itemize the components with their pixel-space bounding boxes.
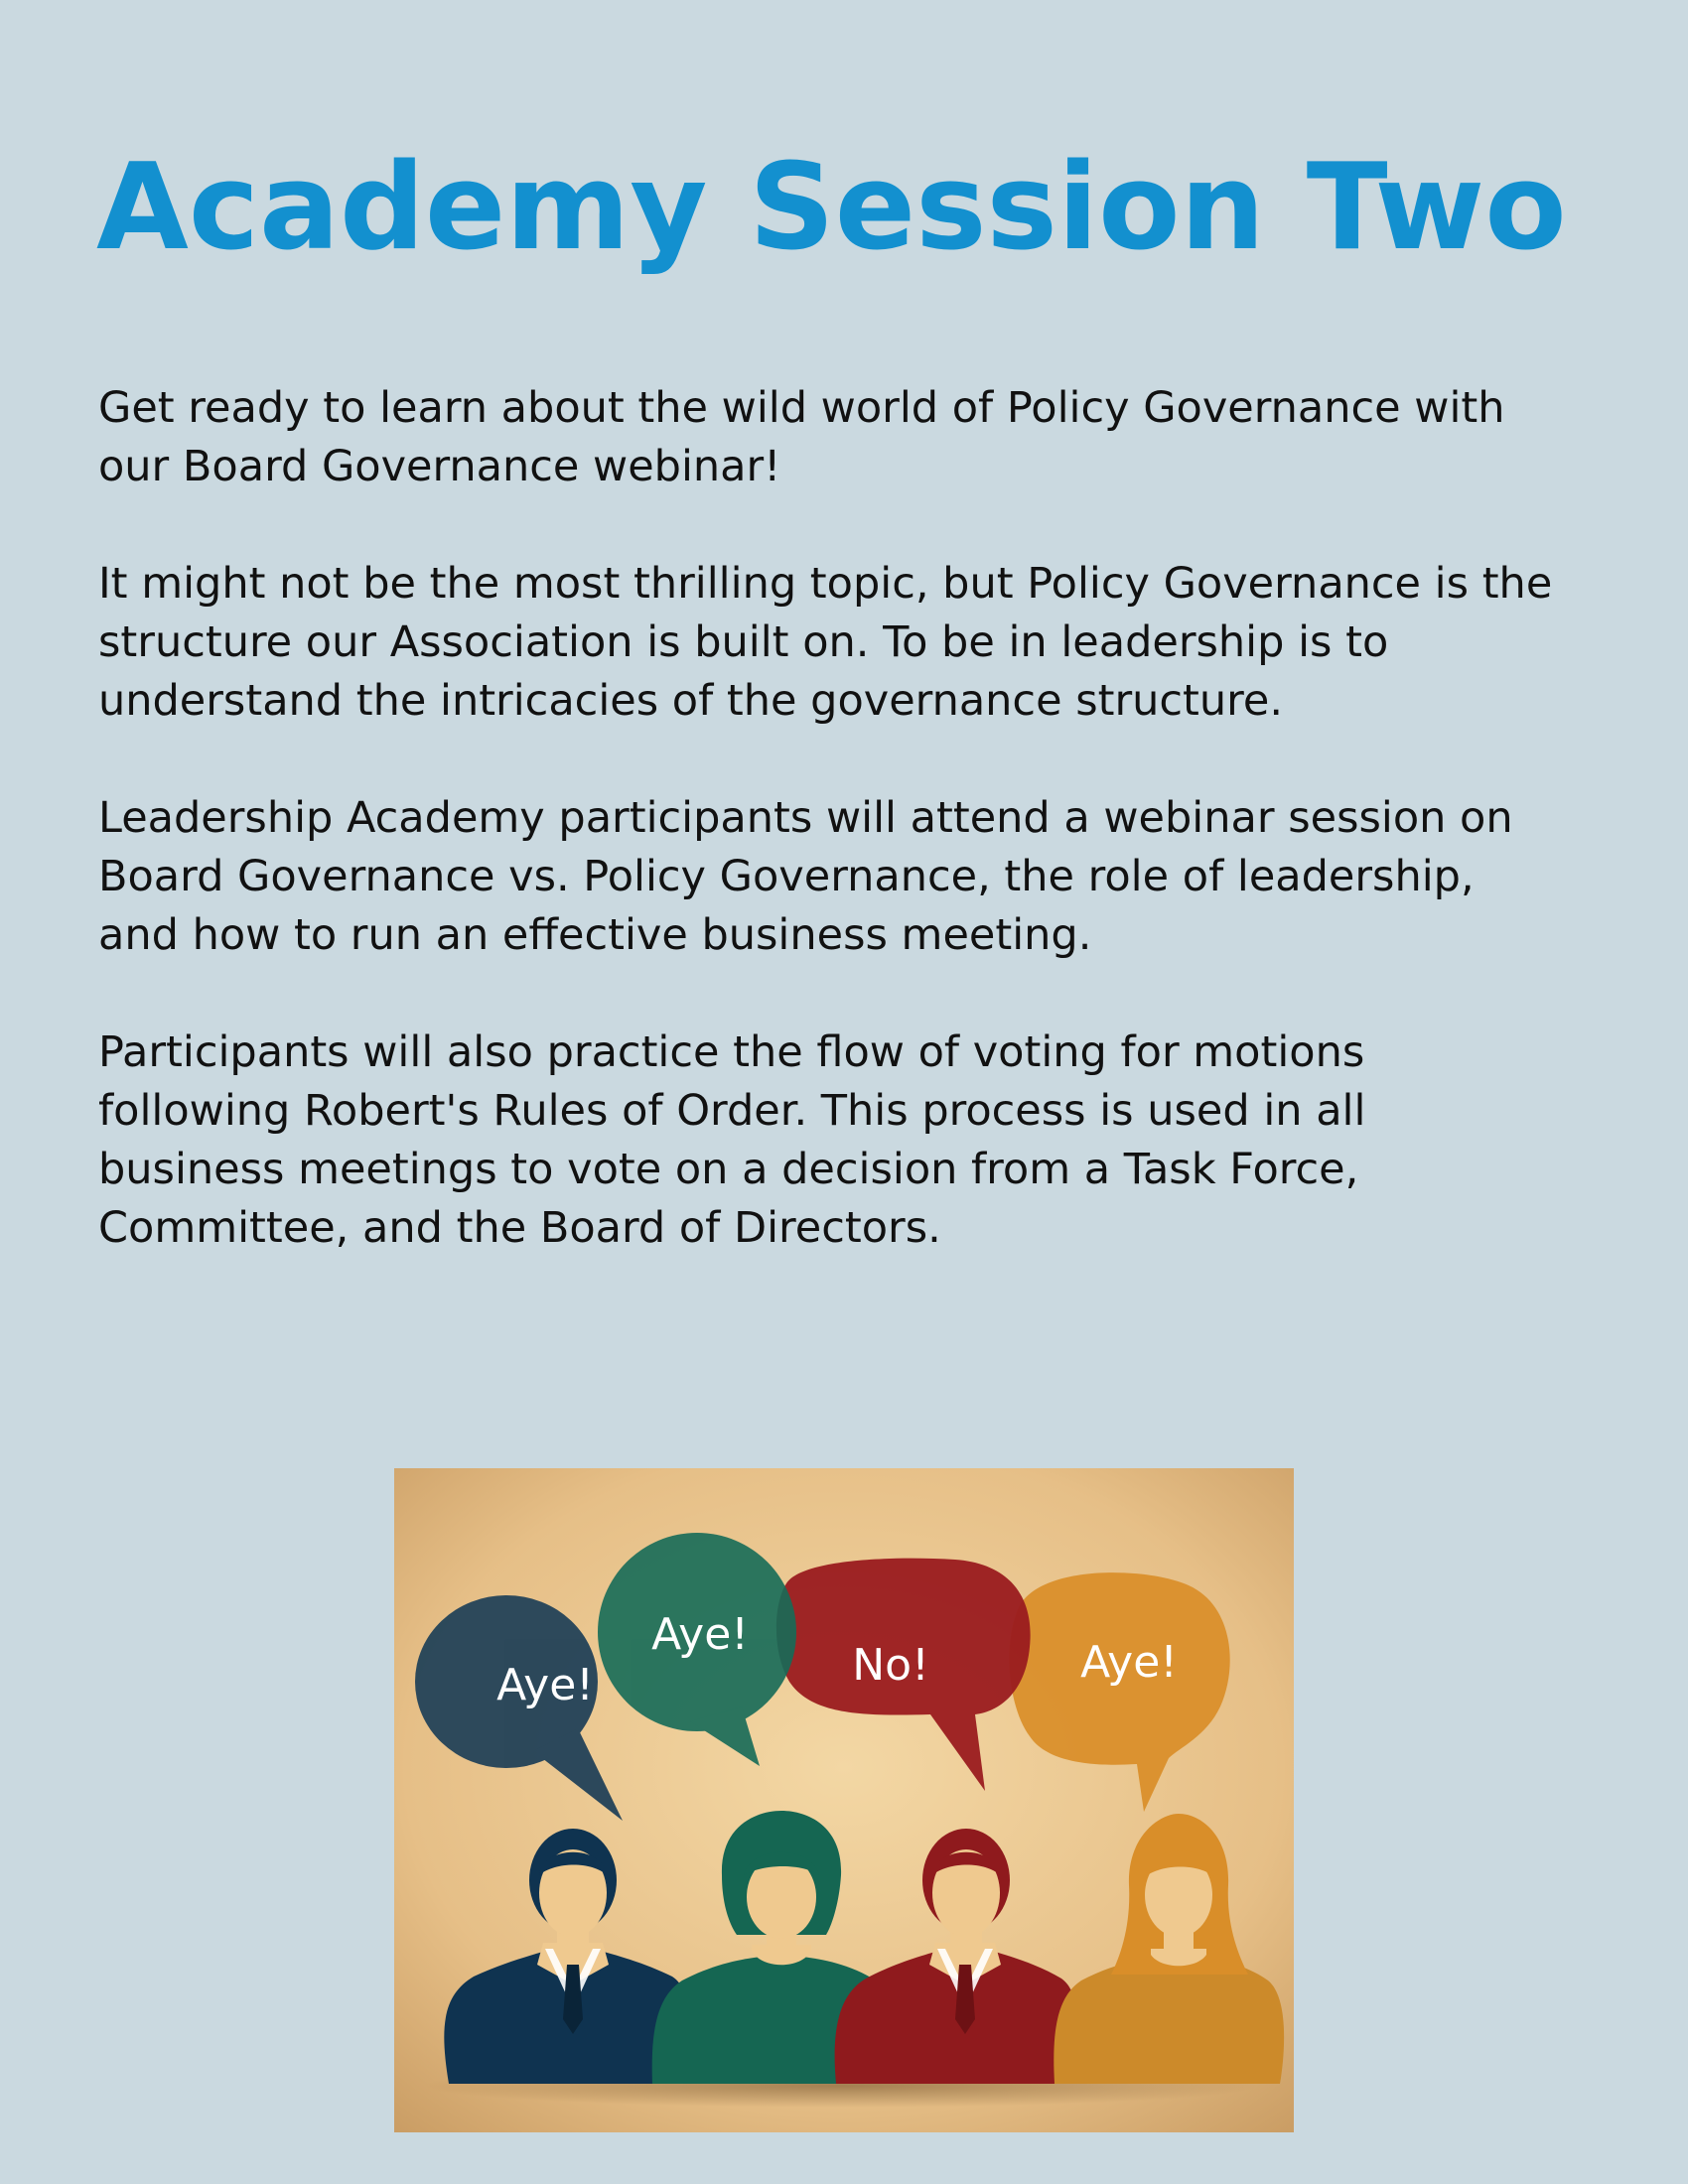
intro-paragraph: Get ready to learn about the wild world of Policy Governance with our Board Governance webinar! <box>98 383 1505 491</box>
body-text <box>98 379 1558 1258</box>
bubble-1-text: Aye! <box>496 1660 594 1710</box>
bubble-3-text: No! <box>852 1640 929 1691</box>
voting-illustration <box>394 1468 1294 2132</box>
page-title: Academy Session Two <box>96 139 1567 277</box>
webinar-paragraph: Leadership Academy participants will attend a webinar session on Board Governance vs. Policy Governance, the role of leadership, and how to run an effective business meeting. <box>98 793 1513 960</box>
voting-illustration-svg <box>394 1468 1294 2132</box>
bubble-2-text: Aye! <box>651 1609 749 1660</box>
policy-governance-paragraph: It might not be the most thrilling topic, but Policy Governance is the structure our Association is built on. To be in leadership is to understand the intricacies of the governance structure. <box>98 559 1553 726</box>
bubble-4-text: Aye! <box>1080 1637 1178 1688</box>
voting-paragraph: Participants will also practice the flow of voting for motions following Robert's Rules of Order. This process is used in all business meetings to vote on a decision from a Task Force, Committee, and the Board of Directors. <box>98 1027 1366 1253</box>
